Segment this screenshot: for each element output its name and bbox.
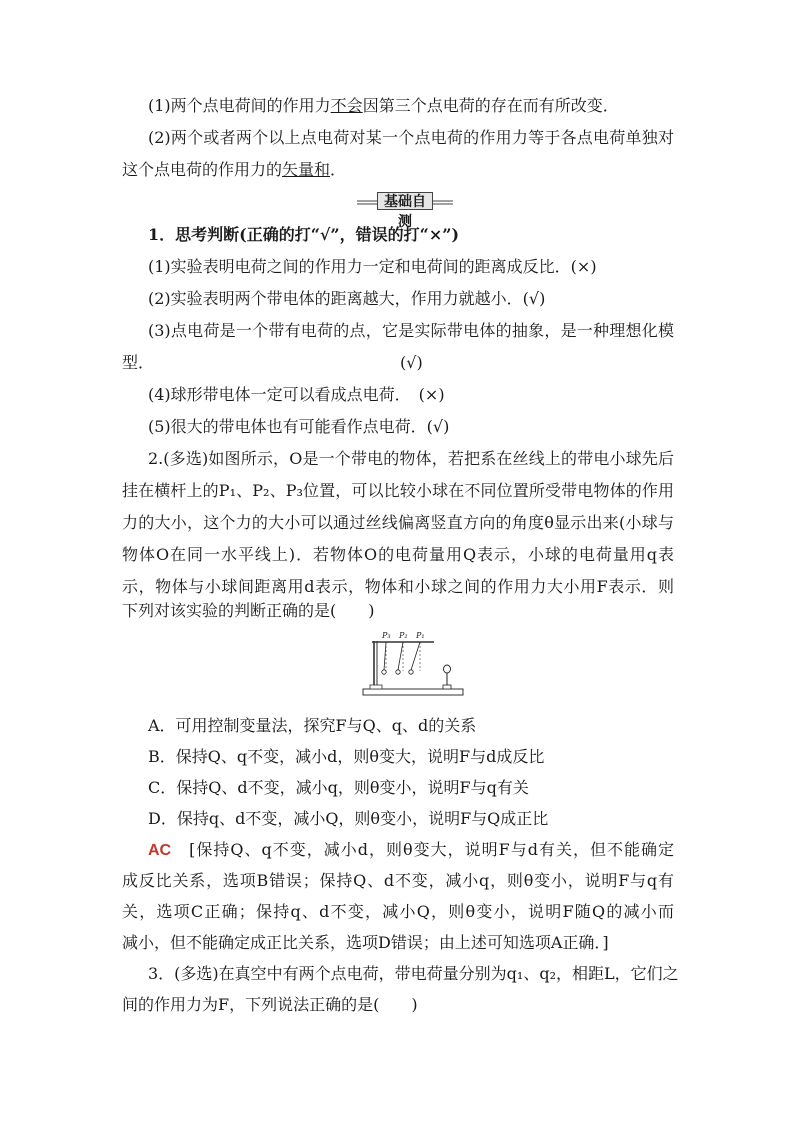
coulomb-experiment-figure bbox=[362, 627, 464, 699]
q2-stem-line-5: 示，物体与小球间距离用d表示，物体和小球之间的作用力大小用F表示．则 bbox=[122, 577, 674, 596]
q2-answer-line bbox=[148, 839, 674, 862]
q2-option-a: A．可用控制变量法，探究F与Q、q、d的关系 bbox=[148, 716, 477, 735]
q2-stem-line-1: 2.(多选)如图所示，O是一个带电的物体，若把系在丝线上的带电小球先后 bbox=[148, 449, 674, 468]
answer-key: AC bbox=[148, 842, 172, 859]
q2-explanation-line-4: 减小，但不能确定成正比关系，选项D错误；由上述可知选项A正确．] bbox=[122, 933, 609, 952]
q2-option-b: B．保持Q、q不变，减小d，则θ变大，说明F与d成反比 bbox=[148, 747, 545, 766]
q2-stem-line-4: 物体O在同一水平线上)．若物体O的电荷量用Q表示，小球的电荷量用q表 bbox=[122, 545, 674, 564]
q2-explanation-line-3: 关，选项C正确；保持q、d不变，减小Q，则θ变小，说明F随Q的减小而 bbox=[122, 902, 674, 921]
superposition-point-1 bbox=[148, 95, 700, 117]
text-span: 这个点电荷的作用力的 bbox=[122, 160, 283, 179]
q1-title: 1．思考判断(正确的打“√”，错误的打“×”) bbox=[148, 225, 460, 244]
label-p2: P₂ bbox=[399, 631, 408, 640]
label-p1: P₁ bbox=[416, 631, 425, 640]
q1-statement-1: (1)实验表明电荷之间的作用力一定和电荷间的距离成反比．(×) bbox=[148, 257, 597, 276]
underlined-keyword: 不会 bbox=[330, 96, 363, 115]
q1-statement-3-line-2 bbox=[122, 352, 674, 374]
explanation-text: [保持Q、q不变，减小d，则θ变大，说明F与d有关，但不能确定 bbox=[189, 840, 674, 859]
q2-explanation-line-2: 成反比关系，选项B错误；保持Q、d不变，减小q，则θ变小，说明F与q有 bbox=[122, 871, 674, 890]
q1-statement-3-verdict: (√) bbox=[400, 353, 423, 372]
q1-statement-3-line-1: (3)点电荷是一个带有电荷的点，它是实际带电体的抽象，是一种理想化模 bbox=[148, 321, 674, 340]
q2-option-d: D．保持q、d不变，减小Q，则θ变小，说明F与Q成正比 bbox=[148, 809, 549, 828]
figure-drawing bbox=[362, 627, 464, 699]
underlined-keyword: 矢量和 bbox=[282, 160, 331, 179]
q1-statement-2: (2)实验表明两个带电体的距离越大，作用力就越小．(√) bbox=[148, 289, 546, 308]
superposition-point-2-line-2 bbox=[122, 159, 674, 181]
q2-option-c: C．保持Q、d不变，减小q，则θ变小，说明F与q有关 bbox=[148, 778, 529, 797]
text-span: ． bbox=[330, 160, 347, 179]
q2-stem-line-6: 下列对该实验的判断正确的是( ) bbox=[122, 601, 375, 620]
q3-stem-line-2: 间的作用力为F，下列说法正确的是( ) bbox=[122, 995, 418, 1014]
text-span: (1)两个点电荷间的作用力 bbox=[148, 96, 331, 115]
q2-stem-line-3: 力的大小，这个力的大小可以通过丝线偏离竖直方向的角度θ显示出来(小球与 bbox=[122, 513, 674, 532]
q2-stem-line-2: 挂在横杆上的P₁、P₂、P₃位置，可以比较小球在不同位置所受带电物体的作用 bbox=[122, 481, 674, 500]
text-span: 因第三个点电荷的存在而有所改变． bbox=[362, 96, 619, 115]
q3-stem-line-1: 3．(多选)在真空中有两个点电荷，带电荷量分别为q₁、q₂，相距L，它们之 bbox=[148, 964, 679, 983]
q1-statement-4: (4)球形带电体一定可以看成点电荷． (×) bbox=[148, 385, 445, 404]
text-span: 型． bbox=[122, 353, 155, 372]
section-badge-label: 基础自测 bbox=[384, 193, 426, 229]
section-badge bbox=[357, 191, 453, 229]
label-p3: P₃ bbox=[382, 631, 391, 640]
superposition-point-2-line-1: (2)两个或者两个以上点电荷对某一个点电荷的作用力等于各点电荷单独对 bbox=[148, 128, 674, 147]
q1-statement-5: (5)很大的带电体也有可能看作点电荷．(√) bbox=[148, 417, 450, 436]
